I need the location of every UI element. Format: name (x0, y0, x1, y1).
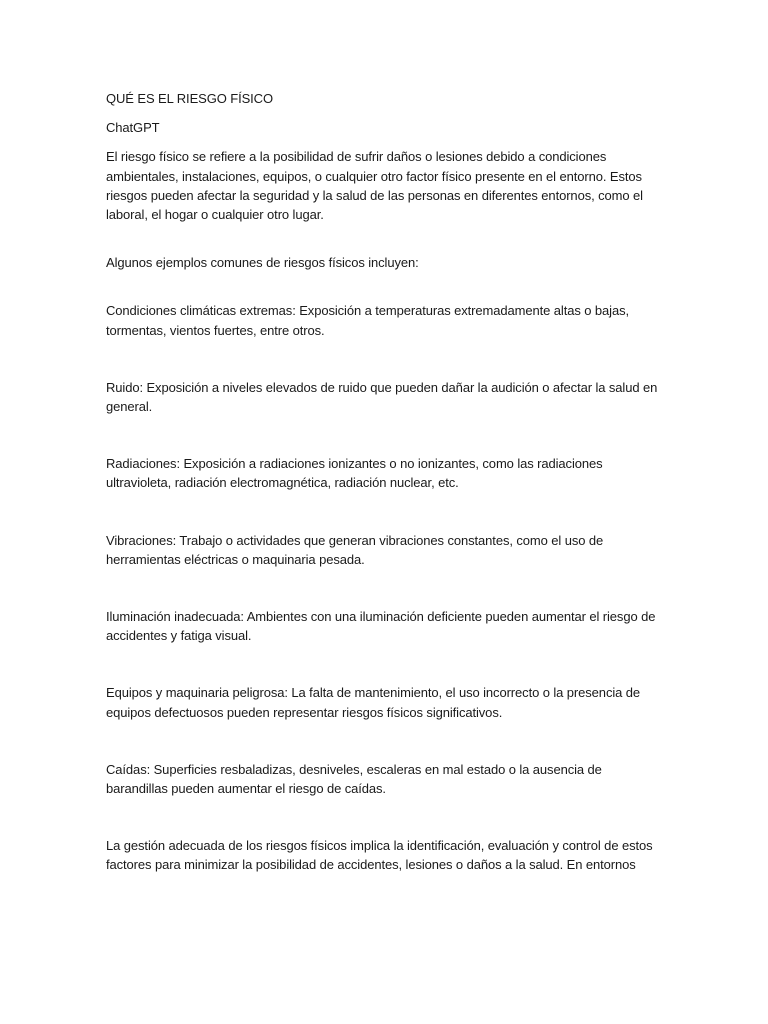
examples-lead-paragraph: Algunos ejemplos comunes de riesgos físicos incluyen: (106, 255, 419, 271)
document-body (106, 89, 666, 875)
example-item-vibration: Vibraciones: Trabajo o actividades que generan vibraciones constantes, como el uso de herramientas eléctricas o maquinaria pesada. (106, 532, 604, 567)
document-title: QUÉ ES EL RIESGO FÍSICO (106, 91, 273, 106)
example-item-machinery: Equipos y maquinaria peligrosa: La falta de mantenimiento, el uso incorrecto o la presencia de equipos defectuosos pueden representar riesgos físicos significativos. (106, 685, 641, 720)
closing-paragraph: La gestión adecuada de los riesgos físicos implica la identificación, evaluación y control de estos factores para minimizar la posibilidad de accidentes, lesiones o daños a la salud. En entornos (106, 838, 653, 873)
example-item-climate: Condiciones climáticas extremas: Exposición a temperaturas extremadamente altas o bajas, tormentas, vientos fuertes, entre otros. (106, 303, 630, 338)
document-author: ChatGPT (106, 120, 160, 136)
example-item-falls: Caídas: Superficies resbaladizas, desniveles, escaleras en mal estado o la ausencia de barandillas pueden aumentar el riesgo de caídas. (106, 761, 602, 797)
example-item-noise: Ruido: Exposición a niveles elevados de ruido que pueden dañar la audición o afectar la salud en general. (106, 379, 658, 415)
example-item-radiation: Radiaciones: Exposición a radiaciones ionizantes o no ionizantes, como las radiaciones ultravioleta, radiación electromagnética, radiación nuclear, etc. (106, 456, 603, 491)
intro-paragraph: El riesgo físico se refiere a la posibilidad de sufrir daños o lesiones debido a condiciones ambientales, instalaciones, equipos, o cualquier otro factor físico presente en el entorno. Estos riesgos pueden afectar la seguridad y la salud de las personas en diferentes entornos, como el laboral, el hogar o cualquier otro lugar. (106, 149, 643, 223)
example-item-lighting: Iluminación inadecuada: Ambientes con una iluminación deficiente pueden aumentar el riesgo de accidentes y fatiga visual. (106, 609, 656, 644)
